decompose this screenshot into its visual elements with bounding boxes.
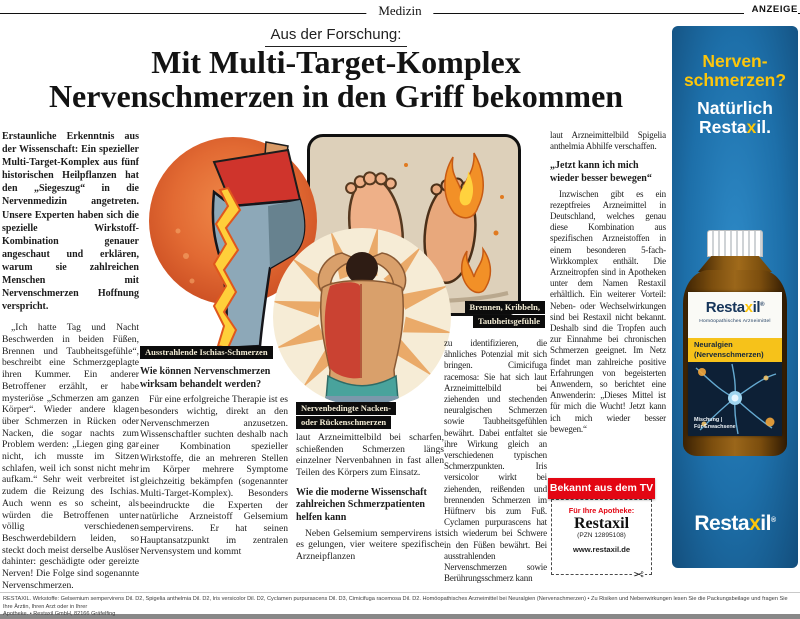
article-paragraph: Neben Gelsemium sempervirens ist es gelungen, vier weitere spezifische Arzneipflanzen [296, 527, 444, 562]
brand-post: il [760, 512, 771, 535]
fine-print [3, 596, 797, 619]
brand-post: il. [756, 117, 771, 137]
label-band-line1: Neuralgien [694, 340, 733, 349]
brand-pre: Resta [694, 512, 750, 535]
ad-answer [672, 99, 798, 137]
label-top [688, 292, 782, 338]
article-paragraph: „Ich hatte Tag und Nacht Beschwerden in beiden Füßen, Brennen und Taubheitsgefühle“, beschreibt eine Schmerzgeplagte ihren Kummer. Ein anderer Betroffener erzählt, er habe mysteriöse „Schmerzen am ganzen Körper“. Wieder andere klagen über Schmerzen in Rücken oder Nacken, die sogar nachts zum Problem werden: „Liegen ging gar nicht, ich musste im Sitzen schlafen, weil ich sonst nicht mehr aufkam.“ Sehr weit verbreitet ist zudem die Reizung des Ischias. Auch wenn es so scheint, als würden die Betroffenen unter völlig verschiedenen Beschwerdebildern leiden, so steckt doch meist derselbe Auslöser dahinter: geschädigte oder gereizte Nerven! Die Folge sind sogenannte Nervenschmerzen. [2, 322, 139, 591]
section-label: Medizin [366, 3, 433, 19]
article-paragraph: zu identifizieren, die ähnliches Potenzial mit sich bringen. Cimicifuga racemosa: Sie hat sich laut Arzneimittelbild bei ziehenden und stechenden neuralgischen Schmerzen sowie Taubheitsgefühlen bewährt. Dabei entfaltet sie ihre Wirkung gleich an verschiedenen typischen Schmerzpunkten. Iris versicolor wirkt bei ziehenden, reißenden und brennenden Schmerzen im Hüftnerv bis zum Fuß. Cyclamen purpurascens hat sich wiederum bei Schwere in den Füßen bewährt. Bei ausstrahlenden Nervenschmerzen sowie Berührungsschmerz kann [444, 338, 547, 584]
ad-headline [672, 52, 798, 90]
label-mischung [694, 417, 736, 431]
figure-caption: Ausstrahlende Ischias-Schmerzen [140, 346, 273, 359]
label-mischung-line1: Mischung | [694, 417, 723, 423]
fine-print-line2: Apotheke. • Restaxil GmbH, 82166 Gräfelfing [3, 611, 116, 618]
kicker-text: Aus der Forschung: [265, 26, 408, 47]
article-column-4 [444, 338, 547, 588]
article-column-1 [2, 130, 139, 591]
article-column-3 [296, 432, 444, 587]
brand-x: x [746, 117, 757, 137]
headline-line1: Mit Multi-Target-Komplex [151, 44, 521, 80]
label-band [688, 338, 782, 362]
article-subhead-2: Wie die moderne Wissenschaft zahlreichen Schmerzpatienten helfen kann [296, 486, 427, 523]
headline [0, 45, 672, 113]
article-column-2 [140, 366, 288, 587]
article-column-5 [550, 130, 666, 474]
label-brand [688, 298, 782, 315]
anzeige-label: ANZEIGE [744, 4, 798, 15]
fine-print-line1: RESTAXIL. Wirkstoffe: Gelsemium sempervirens Dil. D2, Spigelia anthelmia Dil. D2, Iris versicolor Dil. D2, Cyclamen purpurascens Dil. D3, Cimicifuga racemosa Dil. D2. Homöopathisches Arzneimittel bei Neuralgien (Nervenschmerzen) • Zu Risiken und Nebenwirkungen lesen Sie die Packungsbeilage und fragen Sie Ihre Ärztin, Ihren Arzt oder in Ihrer [3, 596, 788, 610]
tv-badge: Bekannt aus dem TV [548, 478, 655, 499]
brand-pre: Resta [699, 117, 747, 137]
coupon-line1: Für Ihre Apotheke: [568, 506, 635, 515]
bottle-label [688, 292, 782, 436]
label-band-line2: (Nervenschmerzen) [694, 349, 764, 359]
bottle-cap [707, 230, 763, 257]
restaxil-ad-panel [672, 26, 798, 568]
fineprint-rule [0, 592, 800, 593]
ad-headline-line2: schmerzen? [683, 70, 787, 90]
coupon-pzn: (PZN 12895108) [577, 532, 626, 539]
article-paragraph: Für eine erfolgreiche Therapie ist es besonders wichtig, direkt an den Nervenschmerzen anzusetzen. Wissenschaftler suchten deshalb nach einer Kombination spezieller Wirkstoffe, die an mehreren Stellen im Körper mehrere Symptome gleichzeitig bekämpfen (sogenannter Multi-Target-Komplex). Besonders beeindruckte die Experten der natürliche Arzneistoff Gelsemium sempervirens. Er hat seinen Hauptansatzpunkt im zentralen Nervensystem und kommt [140, 394, 288, 558]
brand-x: x [749, 512, 761, 535]
caption-nacken [296, 402, 396, 429]
brand-pre: Resta [705, 299, 745, 316]
ad-answer-line1: Natürlich [697, 98, 773, 118]
back-pain-illustration [272, 226, 452, 408]
caption-brennen [440, 301, 545, 328]
product-bottle [672, 230, 798, 456]
article-subhead-1: Wie können Nervenschmerzen wirksam behandelt werden? [140, 366, 271, 390]
figure-caption: Taubheitsgefühle [473, 315, 545, 328]
kicker [0, 26, 672, 44]
label-bottom [688, 362, 782, 436]
caption-ischias [140, 346, 273, 359]
label-subtitle: Homöopathisches Arzneimittel [699, 319, 771, 324]
article-intro: Erstaunliche Erkenntnis aus der Wissenschaft: Ein spezieller Multi-Target-Komplex aus fünf historischen Heilpflanzen hat den „Siegeszug“ in die Nervenmedizin angetreten. Unsere Experten haben sich die spezielle Wirkstoff-Kombination genauer angeschaut und erklären, warum sie zahlreichen Menschen mit Nervenschmerzen Hoffnung verspricht. [2, 131, 139, 313]
figure-caption: Nervenbedingte Nacken- [296, 402, 396, 415]
ad-headline-line1: Nerven- [702, 51, 768, 71]
registered-mark: ® [770, 517, 776, 524]
article-paragraph: laut Arzneimittelbild Spigelia anthelmia Abhilfe verschaffen. [550, 130, 666, 152]
brand-post: il [752, 299, 761, 316]
pharmacy-coupon [551, 499, 652, 582]
figure-caption: Brennen, Kribbeln, [465, 301, 545, 314]
headline-line2: Nervenschmerzen in den Griff bekommen [48, 78, 624, 114]
registered-mark: ® [760, 302, 765, 308]
ad-footer-logo [672, 512, 798, 536]
coupon-brand: Restaxil [573, 515, 630, 532]
bottle-body [683, 270, 787, 456]
figure-caption: oder Rückenschmerzen [296, 416, 391, 429]
scissors-icon: ✂ [633, 567, 644, 582]
article-paragraph: laut Arzneimittelbild bei scharfen, schießenden Schmerzen längs einzelner Nervenbahnen in fast allen Teilen des Körpers zum Einsatz. [296, 432, 444, 479]
brand-x: x [744, 299, 753, 316]
article-subhead-3: „Jetzt kann ich mich wieder besser bewegen“ [550, 160, 652, 184]
coupon-url-link[interactable]: www.restaxil.de [572, 545, 631, 554]
label-mischung-line2: Für Erwachsene [694, 424, 736, 430]
ad-brand-wordmark [672, 118, 798, 137]
article-paragraph: Inzwischen gibt es ein rezeptfreies Arzneimittel in Deutschland, welches genau diese Kombination aus spezifischen Arzneistoffen in einem besonderen 5-fach-Wirkkomplex enthält. Die Arzneitropfen sind in Apotheken unter dem Namen Restaxil erhältlich. Ein weiterer Vorteil: Neben- oder Wechselwirkungen sind bei Restaxil nicht bekannt. Deshalb sind die Tropfen auch zur Einnahme bei chronischen Schmerzen geeignet. Im Netz findet man zahlreiche positive Erfahrungen von begeisterten Anwendern, so berichtet eine Anwenderin: „Dieses Mittel ist für mich die Wucht! Jetzt kann ich mich wieder besser bewegen.“ [550, 188, 666, 434]
